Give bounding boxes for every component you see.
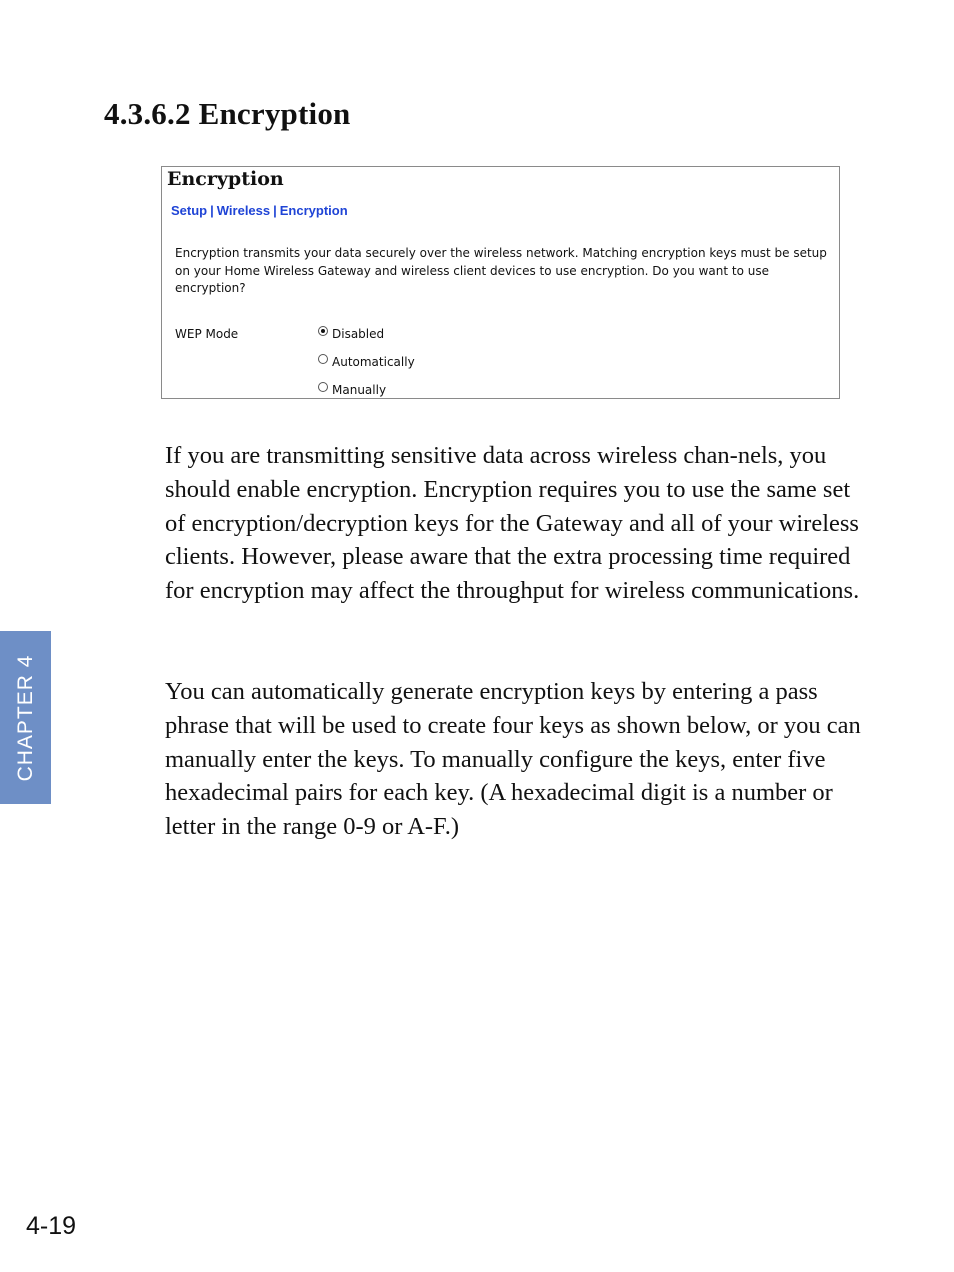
breadcrumb-setup-link[interactable]: Setup <box>171 203 208 218</box>
breadcrumb-separator: | <box>273 203 277 218</box>
page-number: 4-19 <box>26 1212 77 1240</box>
encryption-description: Encryption transmits your data securely over the wireless network. Matching encryption keys must be setup on your Home Wireless Gateway and wireless client devices to use encryption. Do you want to use encryption? <box>175 246 827 295</box>
breadcrumb <box>171 203 348 218</box>
screenshot-title: Encryption <box>167 168 284 190</box>
wep-option-disabled[interactable] <box>318 327 384 341</box>
wep-option-label: Manually <box>332 383 387 397</box>
wep-option-label: Automatically <box>332 355 415 369</box>
wep-option-label: Disabled <box>332 327 385 341</box>
wep-mode-label: WEP Mode <box>175 327 239 341</box>
radio-unchecked-icon[interactable] <box>318 354 328 364</box>
radio-unchecked-icon[interactable] <box>318 382 328 392</box>
wep-option-manually[interactable] <box>318 383 386 397</box>
breadcrumb-encryption-link[interactable]: Encryption <box>279 203 348 218</box>
breadcrumb-separator: | <box>210 203 214 218</box>
body-paragraph-2: You can automatically generate encryption keys by entering a pass phrase that will be used to create four keys as shown below, or you can manually enter the keys. To manually configure the keys, enter five hexadecimal pairs for each key. (A hexadecimal digit is a number or letter in the range 0-9 or A-F.) <box>165 678 861 841</box>
section-heading: 4.3.6.2 Encryption <box>104 96 351 131</box>
breadcrumb-wireless-link[interactable]: Wireless <box>216 203 271 218</box>
radio-checked-icon[interactable] <box>318 326 328 336</box>
chapter-label: CHAPTER 4 <box>13 654 37 781</box>
chapter-tab <box>0 631 51 804</box>
wep-option-automatically[interactable] <box>318 355 415 369</box>
encryption-settings-screenshot <box>161 166 840 399</box>
body-paragraph-1: If you are transmitting sensitive data across wireless chan-nels, you should enable encryption. Encryption requires you to use the same set of encryption/decryption keys for the Gateway and all of your wireless clients. However, please aware that the extra processing time required for encryption may affect the throughput for wireless communications. <box>165 442 860 605</box>
